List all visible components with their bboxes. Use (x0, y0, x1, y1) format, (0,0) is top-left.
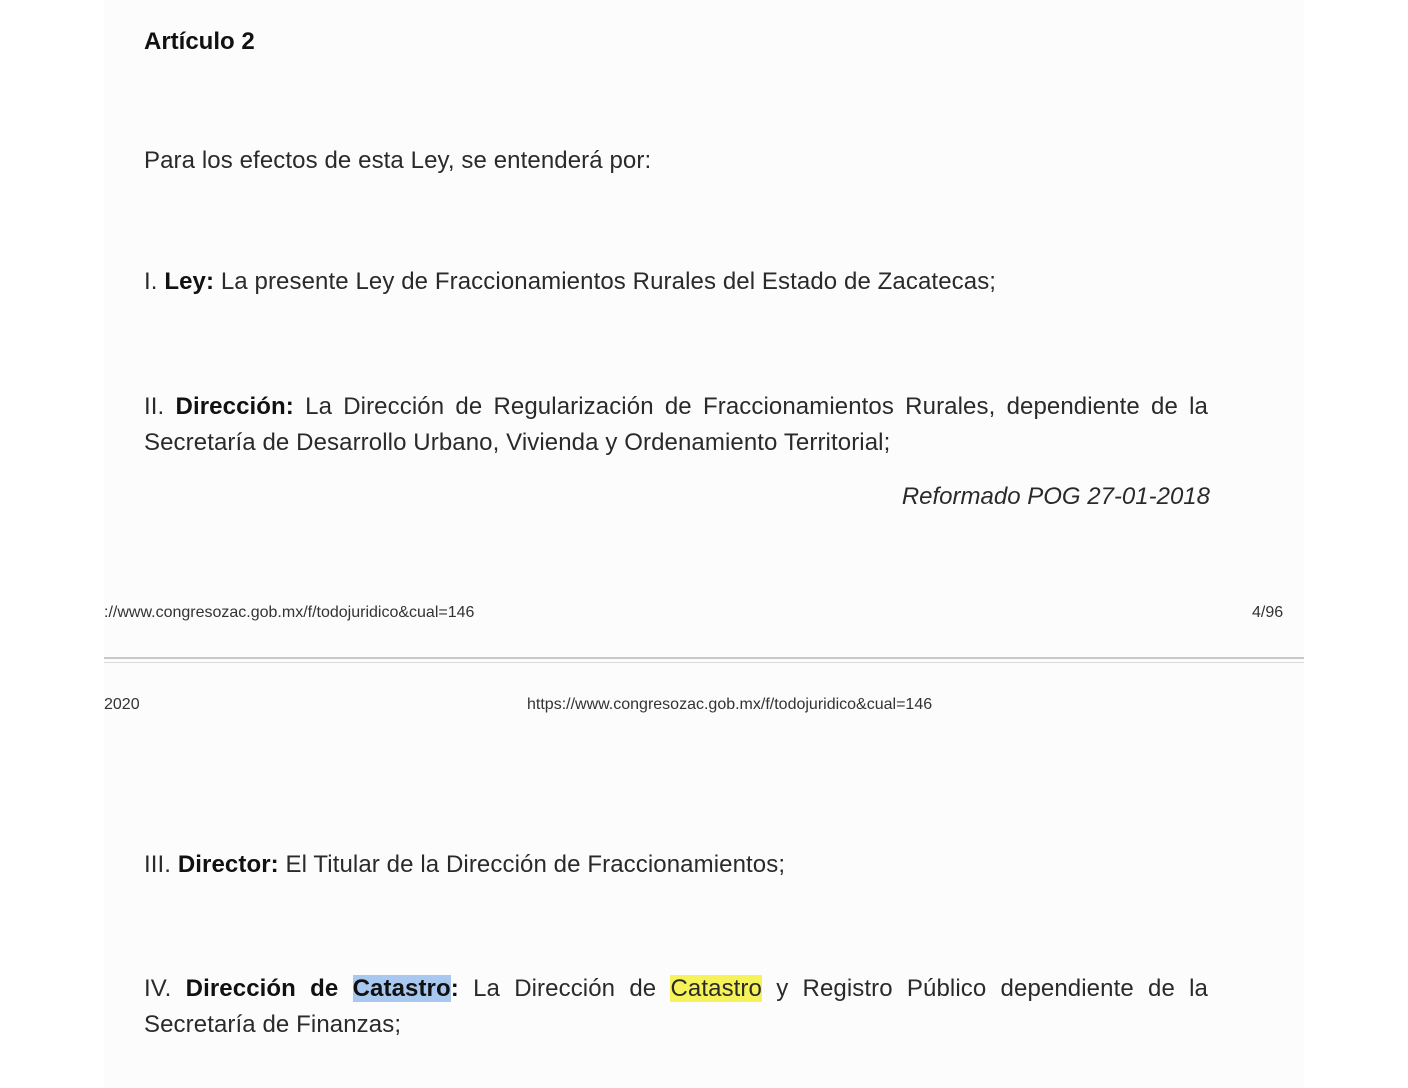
item-term: Dirección: (175, 393, 294, 420)
item-term-suffix: : (450, 975, 459, 1002)
item-number: IV. (144, 975, 186, 1002)
item-number: I. (144, 268, 165, 295)
item-text: La presente Ley de Fraccionamientos Rurales del Estado de Zacatecas; (214, 268, 997, 295)
item-number: III. (144, 851, 178, 878)
search-highlight-current: Catastro (352, 975, 451, 1002)
item-text: El Titular de la Dirección de Fraccionamientos; (278, 851, 786, 878)
item-term: Ley: (164, 268, 215, 295)
item-number: II. (144, 393, 176, 420)
article-intro: Para los efectos de esta Ley, se entenderá por: (144, 147, 652, 174)
article-title: Artículo 2 (144, 28, 255, 55)
item-term (186, 975, 459, 1002)
search-highlight: Catastro (670, 975, 762, 1002)
item-text: La Dirección de Regularización de Fraccionamientos Rurales, dependiente de la Secretaría de Desarrollo Urbano, Vivienda y Ordenamiento Territorial; (144, 393, 1208, 456)
header-date: 2020 (104, 696, 140, 713)
page-separator (104, 657, 1304, 659)
page-separator-shadow (104, 662, 1304, 663)
item-term-prefix: Dirección de (185, 975, 353, 1002)
footer-url[interactable]: ://www.congresozac.gob.mx/f/todojuridico&cual=146 (104, 604, 475, 621)
definition-item-iii (144, 851, 785, 879)
header-url[interactable]: https://www.congresozac.gob.mx/f/todojuridico&cual=146 (527, 696, 933, 713)
definition-item-i (144, 268, 996, 296)
definition-item-iv (144, 971, 1208, 1043)
item-term: Director: (177, 851, 279, 878)
item-text-suffix: y Registro Público dependiente de la Secretaría de Finanzas; (144, 975, 1208, 1038)
reform-note: Reformado POG 27-01-2018 (901, 483, 1210, 510)
footer-page-number: 4/96 (1252, 604, 1284, 621)
item-text-prefix: La Dirección de (458, 975, 671, 1002)
definition-item-ii (144, 389, 1208, 461)
